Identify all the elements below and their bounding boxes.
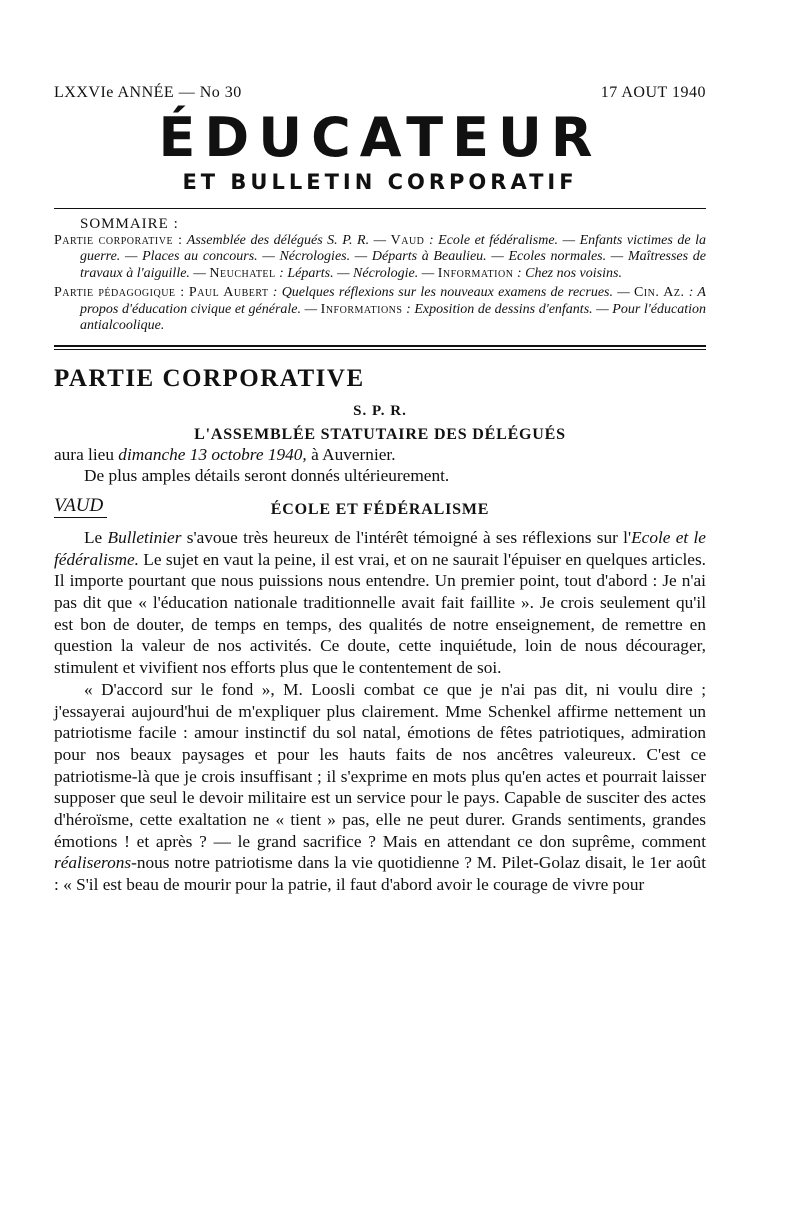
issue-date: 17 AOUT 1940: [600, 84, 706, 101]
article-paragraph-2: « D'accord sur le fond », M. Loosli combat ce que je n'ai pas dit, ni voulu dire ; j'essayerai aujourd'hui de m'expliquer plus clairement. Mme Schenkel affirme nettement un patriotisme facile : amour instinctif du sol natal, émotions de fêtes patriotiques, admiration pour nos beaux paysages et pour les hauts faits de nos ancêtres valeureux. C'est ce patriotisme-là que je crois insuffisant ; il s'exprime en mots plus qu'en actes et pourrait laisser supposer que seul le devoir militaire est un service pour le pays. Capable de susciter des actes d'héroïsme, cette exaltation ne « tient » pas, elle ne peut durer. Grands sentiments, grandes émotions ! et après ? — le grand sacrifice ? Mais en attendant ce don suprême, comment réaliserons-nous notre patriotisme dans la vie quotidienne ? M. Pilet-Golaz disait, le 1er août : « S'il est beau de mourir pour la patrie, il faut d'abord avoir le courage de vivre pour: [54, 679, 706, 895]
article-header: [54, 495, 706, 523]
sommaire-pedagogique: Partie pédagogique : Paul Aubert : Quelques réflexions sur les nouveaux examens de recrues. — Cin. Az. : A propos d'éducation civique et générale. — Informations : Exposition de dessins d'enfants. — Pour l'éducation antialcoolique.: [54, 285, 706, 333]
assemblee-line-2: De plus amples détails seront donnés ultérieurement.: [84, 466, 450, 486]
assemblee-line-1: aura lieu dimanche 13 octobre 1940, à Auvernier.: [54, 444, 396, 464]
sommaire-label: SOMMAIRE :: [80, 216, 179, 232]
masthead-subtitle: ET BULLETIN CORPORATIF: [182, 170, 578, 194]
article-body: [54, 527, 706, 896]
sommaire-corporative: Partie corporative : Assemblée des délégués S. P. R. — Vaud : Ecole et fédéralisme. — Enfants victimes de la guerre. — Places au concours. — Nécrologies. — Départs à Beaulieu. — Ecoles normales. — Maîtresses de travaux à l'aiguille. — Neuchatel : Léparts. — Nécrologie. — Information : Chez nos voisins.: [54, 232, 706, 281]
section-title: PARTIE CORPORATIVE: [54, 364, 365, 392]
article-title: ÉCOLE ET FÉDÉRALISME: [270, 500, 490, 518]
header-rule: [54, 208, 706, 209]
assemblee-notice: [54, 444, 706, 487]
assemblee-heading: L'ASSEMBLÉE STATUTAIRE DES DÉLÉGUÉS: [194, 425, 566, 443]
section-divider: [54, 345, 706, 347]
article-paragraph-1: Le Bulletinier s'avoue très heureux de l'intérêt témoigné à ses réflexions sur l'Ecole et le fédéralisme. Le sujet en vaut la peine, il est vrai, et on ne saurait l'épuiser en quelques articles. Il importe pourtant que nous puissions nous entendre. Un premier point, tout d'abord : Je n'ai pas dit que « l'éducation nationale traditionnelle avait fait faillite ». Je crois seulement qu'il est bon de douter, de temps en temps, des qualités de notre enseignement, de remettre en question la valeur de nos activités. Ce doute, cette inquiétude, loin de nous décourager, stimulent et vivifient nos efforts plus que le contentement de soi.: [54, 527, 706, 678]
issue-number: LXXVIe ANNÉE — No 30: [54, 84, 242, 101]
masthead: [54, 108, 706, 194]
newspaper-page: [54, 80, 706, 896]
canton-label: VAUD: [54, 495, 107, 518]
section-divider-thin: [54, 349, 706, 350]
spr-heading: S. P. R.: [353, 402, 407, 419]
table-of-contents: [54, 216, 706, 335]
masthead-title: ÉDUCATEUR: [158, 106, 602, 169]
issue-line: [54, 80, 706, 102]
